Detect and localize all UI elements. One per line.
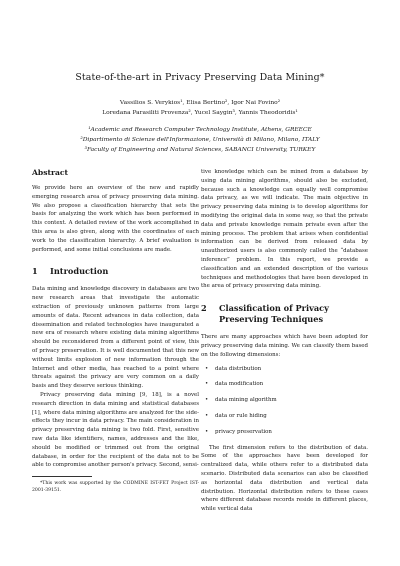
author-list: [0, 98, 400, 118]
list-item: • data distribution: [201, 365, 368, 374]
affiliation-list: [0, 125, 400, 155]
bullet-icon: •: [205, 428, 209, 435]
list-item: • data modification: [201, 380, 368, 389]
author-line-2: Loredana Parasiliti Provenza², Yucel Saygin³, Yannis Theodoridis¹: [102, 110, 298, 116]
classification-intro: There are many approaches which have been adopted for privacy preserving data mining. We can classify them based on the following dimensions:: [201, 334, 368, 358]
bullet-icon: •: [205, 412, 209, 419]
section-heading-classification: [201, 303, 368, 325]
affiliation-3: ³Faculty of Engineering and Natural Sciences, SABANCI University, TURKEY: [84, 147, 316, 153]
intro-paragraph-1: Data mining and knowledge discovery in databases are two new research areas that investigate the automatic extraction of previously unknown patterns from large amounts of data. Recent advances in data collection, data dissemination and related technologies have inaugurated a new era of research where existing data mining algorithms should be reconsidered from a different point of view, this of privacy preservation. It is well documented that this new without limits explosion of new information through the Internet and other media, has reached to a point where threats against the privacy are very common on a daily basis and they deserve serious thinking.: [32, 286, 199, 390]
author-line-1: Vassilios S. Verykios¹, Elisa Bertino², Igor Nai Fovino²: [119, 100, 281, 106]
bullet-icon: •: [205, 381, 209, 388]
footnote-rule: [32, 476, 92, 477]
section-number: 1: [32, 266, 38, 277]
list-item: • data or rule hiding: [201, 412, 368, 421]
abstract-text: We provide here an overview of the new and rapidly emerging research area of privacy preserving data mining. We also propose a classification hierarchy that sets the basis for analyzing the work which has been performed in this context. A detailed review of the work accomplished in this area is also given, along with the coordinates of each work to the classification hierarchy. A brief evaluation is performed, and some initial conclusions are made.: [32, 185, 199, 253]
intro-paragraph-2: Privacy preserving data mining [9, 18], is a novel research direction in data mining and statistical databases [1], where data mining algorithms are analyzed for the side-effects they incur in data privacy. The main consideration in privacy preserving data mining is two fold. First, sensitive raw data like identifiers, names, addresses and the like, should be modified or trimmed out from the original database, in order for the recipient of the data not to be able to compromise another person's privacy. Second, sensi-: [32, 391, 199, 469]
dimension-list: [201, 365, 368, 437]
section-number: 2: [201, 303, 207, 314]
intro-continuation: tive knowledge which can be mined from a database by using data mining algorithms, should also be excluded, because such a knowledge can equally well compromise data privacy, as we will indicate. The main objective in privacy preserving data mining is to develop algorithms for modifying the original data in some way, so that the private data and private knowledge remain private even after the mining process. The problem that arises when confidential information can be derived from released data by unauthorized users is also commonly called the “database inference” problem. In this report, we provide a classification and an extended description of the various techniques and methodologies that have been developed in the area of privacy preserving data mining.: [201, 169, 368, 290]
section-heading-introduction: [32, 266, 199, 277]
list-item: • data mining algorithm: [201, 396, 368, 405]
affiliation-1: ¹Academic and Research Computer Technology Institute, Athens, GREECE: [88, 127, 312, 133]
paper-title: State-of-the-art in Privacy Preserving Data Mining*: [75, 72, 325, 83]
footnote: *This work was supported by the CODMINE IST-FET Project IST-2001-39151.: [32, 481, 199, 494]
section-title: Introduction: [50, 266, 109, 277]
bullet-icon: •: [205, 397, 209, 404]
list-item: • privacy preservation: [201, 428, 368, 437]
affiliation-2: ²Dipartimento di Scienze dell'Informazione, Università di Milano, Milano, ITALY: [80, 137, 320, 143]
bullet-icon: •: [205, 365, 209, 372]
section-title: Classification of Privacy Preserving Techniques: [219, 303, 329, 325]
abstract-heading: Abstract: [32, 168, 69, 177]
right-column: [201, 168, 368, 514]
classification-paragraph: The first dimension refers to the distribution of data. Some of the approaches have been developed for centralized data, while others refer to a distributed data scenario. Distributed data scenarios can also be classified as horizontal data distribution and vertical data distribution. Horizontal distribution refers to these cases where different database records reside in different places, while vertical data: [201, 444, 368, 513]
left-column: [32, 168, 199, 494]
